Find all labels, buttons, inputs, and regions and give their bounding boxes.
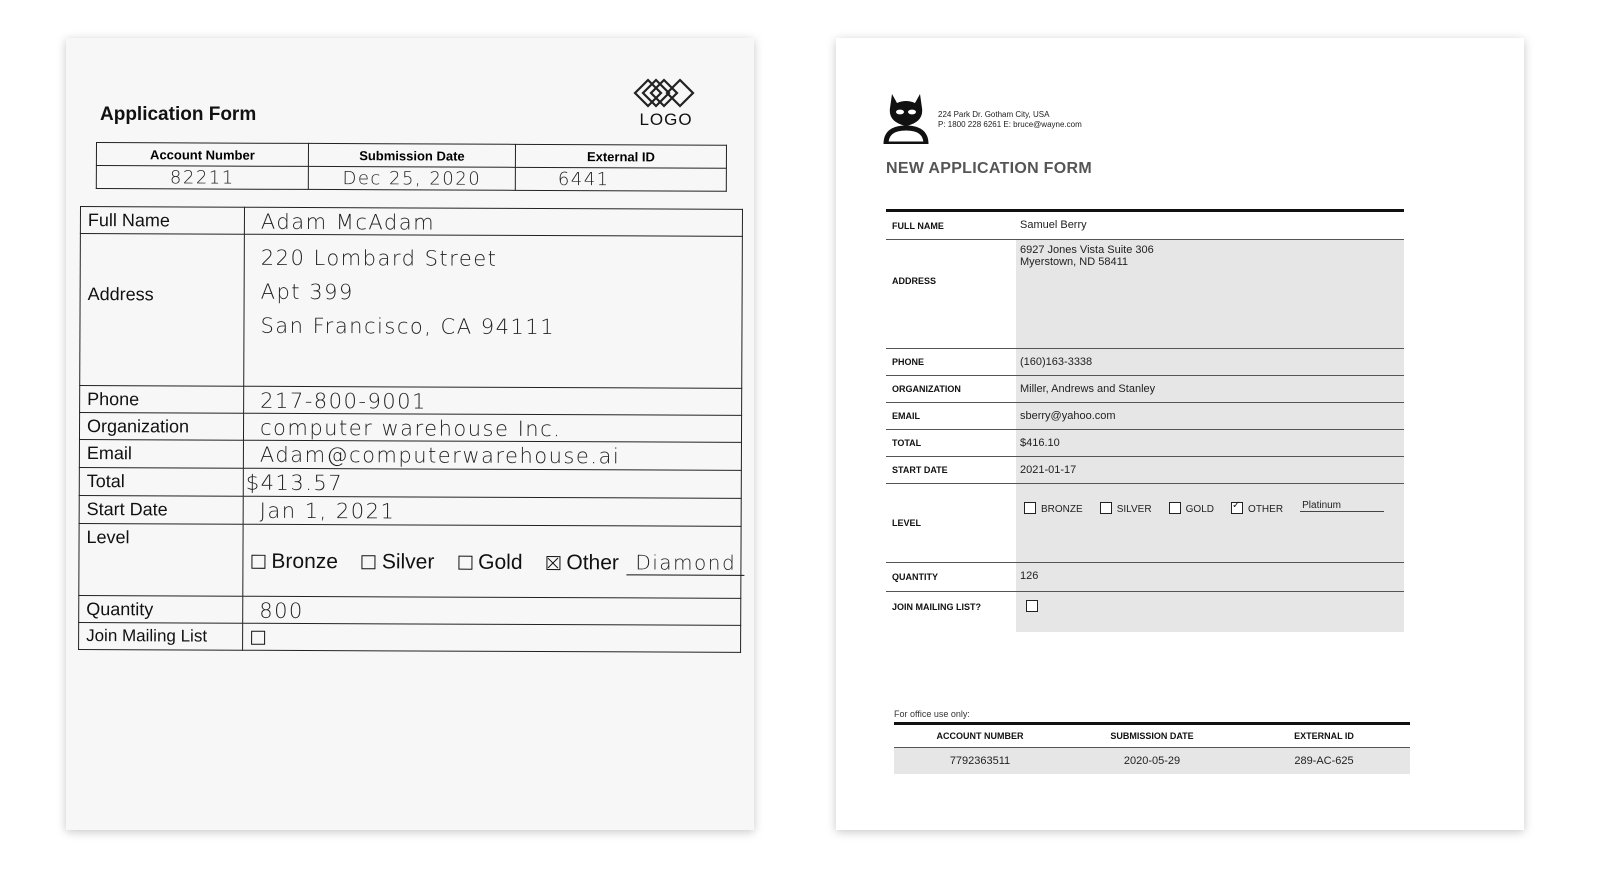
account-number-label: ACCOUNT NUMBER (894, 724, 1066, 748)
external-id-label: EXTERNAL ID (1238, 724, 1410, 748)
total-value: $416.10 (1016, 430, 1404, 456)
full-name-label: FULL NAME (892, 220, 944, 231)
submission-date-value: 2020-05-29 (1066, 748, 1238, 775)
phone-label: Phone (80, 386, 244, 414)
phone-value: 217-800-9001 (244, 386, 742, 415)
address-value (244, 234, 743, 388)
address-line-1: 6927 Jones Vista Suite 306 (1020, 244, 1154, 256)
level-option-silver[interactable]: Silver (362, 550, 435, 574)
mailing-list-checkbox[interactable] (251, 631, 265, 645)
total-value: $413.57 (243, 468, 741, 498)
level-other-value: Diamond (627, 550, 745, 576)
other-checkbox-checked[interactable] (546, 556, 560, 570)
office-use-label: For office use only: (894, 709, 970, 719)
level-label: LEVEL (892, 518, 922, 528)
address-line-2: Apt 399 (260, 279, 354, 305)
organization-value: computer warehouse Inc. (243, 413, 741, 442)
level-option-silver[interactable]: SILVER (1100, 502, 1152, 515)
silver-checkbox[interactable] (1100, 502, 1112, 514)
level-other-value: Platinum (1300, 500, 1384, 512)
logo-text: LOGO (639, 110, 693, 129)
submission-date-label: Submission Date (308, 143, 515, 167)
level-options (1016, 484, 1404, 562)
silver-checkbox[interactable] (362, 555, 376, 569)
external-id-value: 6441 (515, 167, 726, 191)
diamond-logo-icon (631, 76, 701, 110)
address-line-2: Myerstown, ND 58411 (1020, 256, 1129, 268)
start-date-label: START DATE (892, 465, 948, 475)
level-option-bronze[interactable]: BRONZE (1024, 502, 1083, 515)
start-date-value: Jan 1, 2021 (243, 496, 741, 526)
bronze-checkbox[interactable] (1024, 502, 1036, 514)
level-option-gold[interactable]: Gold (458, 551, 522, 575)
level-label: Level (79, 523, 243, 596)
account-number-label: Account Number (96, 143, 308, 167)
external-id-label: External ID (515, 144, 726, 168)
mailing-list-cell (243, 623, 741, 652)
level-option-bronze[interactable]: Bronze (251, 550, 338, 574)
gold-checkbox[interactable] (458, 556, 472, 570)
level-option-other[interactable]: Other (546, 551, 619, 575)
applicant-table (78, 206, 743, 653)
office-use-table (894, 722, 1410, 774)
mailing-list-label: JOIN MAILING LIST? (892, 602, 981, 612)
quantity-value: 126 (1016, 563, 1404, 591)
full-name-label: Full Name (80, 207, 244, 235)
account-info-table (96, 142, 727, 192)
organization-label: Organization (79, 413, 243, 441)
mailing-list-checkbox[interactable] (1026, 600, 1038, 612)
phone-value: (160)163-3338 (1016, 349, 1404, 375)
total-label: Total (79, 467, 243, 496)
submission-date-value: Dec 25, 2020 (308, 166, 515, 190)
email-label: Email (79, 439, 243, 468)
quantity-label: Quantity (79, 595, 243, 623)
quantity-label: QUANTITY (892, 572, 938, 582)
address-line-3: San Francisco, CA 94111 (260, 313, 556, 340)
applicant-table (886, 209, 1404, 632)
submission-date-label: SUBMISSION DATE (1066, 724, 1238, 748)
account-number-value: 7792363511 (894, 748, 1066, 775)
level-option-other[interactable]: ✓ OTHER (1231, 502, 1283, 515)
email-value: Adam@computerwarehouse.ai (243, 440, 741, 470)
address-value (1016, 240, 1404, 348)
handwritten-form-page (66, 38, 754, 830)
mailing-list-cell (1016, 592, 1404, 632)
account-number-value: 82211 (96, 166, 308, 190)
gold-checkbox[interactable] (1169, 502, 1181, 514)
email-label: EMAIL (892, 411, 920, 421)
phone-label: PHONE (892, 357, 925, 367)
address-label: Address (80, 234, 245, 387)
level-options (243, 524, 741, 598)
contact-address: 224 Park Dr. Gotham City, USA (938, 110, 1050, 119)
bronze-checkbox[interactable] (251, 555, 265, 569)
organization-value: Miller, Andrews and Stanley (1016, 376, 1404, 402)
contact-phone-email: P: 1800 228 6261 E: bruce@wayne.com (938, 120, 1082, 129)
company-logo (626, 76, 706, 130)
other-checkbox-checked[interactable] (1231, 502, 1243, 514)
address-label: ADDRESS (892, 276, 937, 286)
address-line-1: 220 Lombard Street (260, 245, 498, 271)
form-title: NEW APPLICATION FORM (886, 160, 1092, 177)
email-value: sberry@yahoo.com (1016, 403, 1404, 429)
masked-hero-icon (882, 90, 930, 144)
total-label: TOTAL (892, 438, 922, 448)
full-name-value: Samuel Berry (1016, 212, 1404, 239)
organization-label: ORGANIZATION (892, 384, 961, 394)
form-title: Application Form (100, 104, 257, 125)
full-name-value: Adam McAdam (244, 207, 742, 236)
external-id-value: 289-AC-625 (1238, 748, 1410, 775)
mailing-list-label: Join Mailing List (79, 622, 243, 650)
start-date-label: Start Date (79, 495, 243, 524)
typed-form-page (836, 38, 1524, 830)
level-option-gold[interactable]: GOLD (1169, 502, 1214, 515)
start-date-value: 2021-01-17 (1016, 457, 1404, 483)
contact-info (938, 110, 1082, 130)
quantity-value: 800 (243, 596, 741, 625)
